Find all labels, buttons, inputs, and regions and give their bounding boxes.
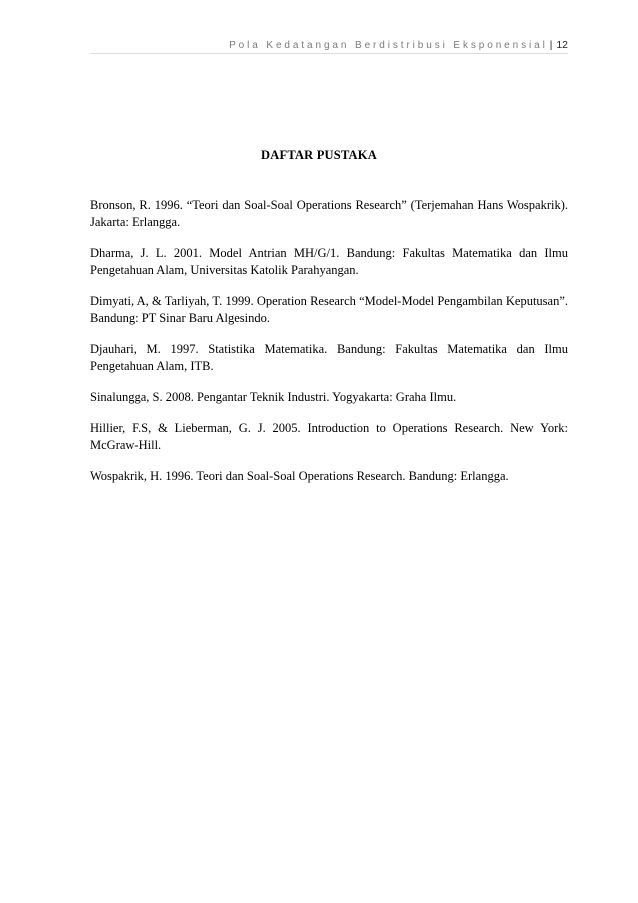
page-header xyxy=(90,38,568,52)
page-number: 12 xyxy=(556,39,568,51)
reference-item: Sinalungga, S. 2008. Pengantar Teknik Industri. Yogyakarta: Graha Ilmu. xyxy=(90,390,457,404)
running-title: Pola Kedatangan Berdistribusi Eksponensial xyxy=(229,39,548,51)
reference-item: Djauhari, M. 1997. Statistika Matematika. Bandung: Fakultas Matematika dan Ilmu Pengetahuan Alam, ITB. xyxy=(90,342,568,373)
reference-item: Dharma, J. L. 2001. Model Antrian MH/G/1. Bandung: Fakultas Matematika dan Ilmu Pengetahuan Alam, Universitas Katolik Parahyangan. xyxy=(90,246,568,277)
reference-list xyxy=(90,197,568,499)
reference-item: Wospakrik, H. 1996. Teori dan Soal-Soal Operations Research. Bandung: Erlangga. xyxy=(90,469,509,483)
section-heading: DAFTAR PUSTAKA xyxy=(261,148,377,162)
reference-item: Bronson, R. 1996. “Teori dan Soal-Soal Operations Research” (Terjemahan Hans Wospakrik). Jakarta: Erlangga. xyxy=(90,198,568,229)
header-divider xyxy=(90,53,568,54)
header-separator: | xyxy=(549,39,553,51)
reference-item: Hillier, F.S, & Lieberman, G. J. 2005. Introduction to Operations Research. New York: McGraw-Hill. xyxy=(90,421,568,452)
reference-item: Dimyati, A, & Tarliyah, T. 1999. Operation Research “Model-Model Pengambilan Keputusan”. Bandung: PT Sinar Baru Algesindo. xyxy=(90,294,568,325)
